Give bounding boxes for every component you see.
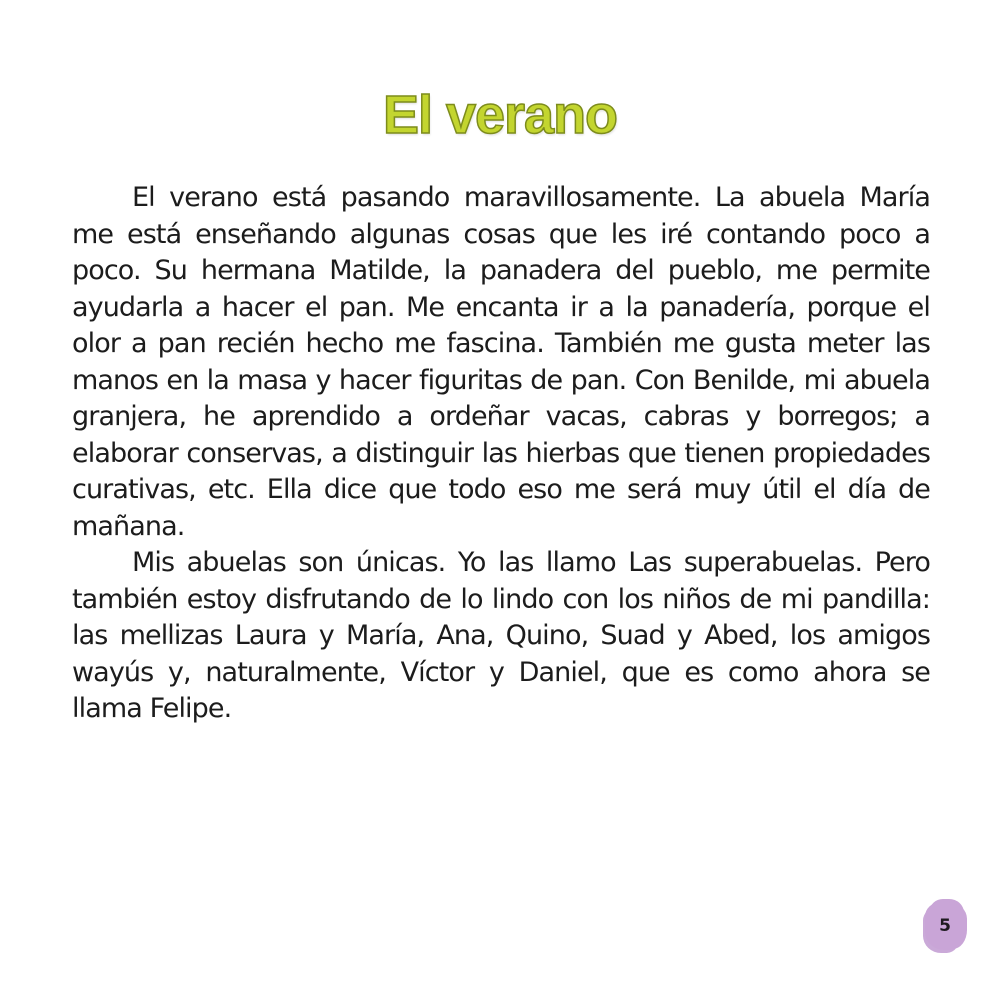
page-number: 5	[939, 916, 951, 936]
story-text	[72, 180, 930, 728]
page-title: El verano	[382, 85, 618, 145]
paragraph-2: Mis abuelas son únicas. Yo las llamo Las superabuelas. Pero también estoy disfrutando de lo lindo con los niños de mi pandilla: las mellizas Laura y María, Ana, Quino, Suad y Abed, los amigos wayús y, naturalmente, Víctor y Daniel, que es como ahora se llama Felipe.	[72, 547, 930, 724]
paragraph-1: El verano está pasando maravillosamente. La abuela María me está enseñando algunas cosas que les iré contando poco a poco. Su hermana Matilde, la panadera del pueblo, me permite ayudarla a hacer el pan. Me encanta ir a la panadería, porque el olor a pan recién hecho me fascina. También me gusta meter las manos en la masa y hacer figuritas de pan. Con Benilde, mi abuela granjera, he aprendido a ordeñar vacas, cabras y borregos; a elaborar conservas, a distinguir las hierbas que tienen propiedades curativas, etc. Ella dice que todo eso me será muy útil el día de mañana.	[72, 182, 930, 542]
page-number-badge	[925, 902, 965, 950]
